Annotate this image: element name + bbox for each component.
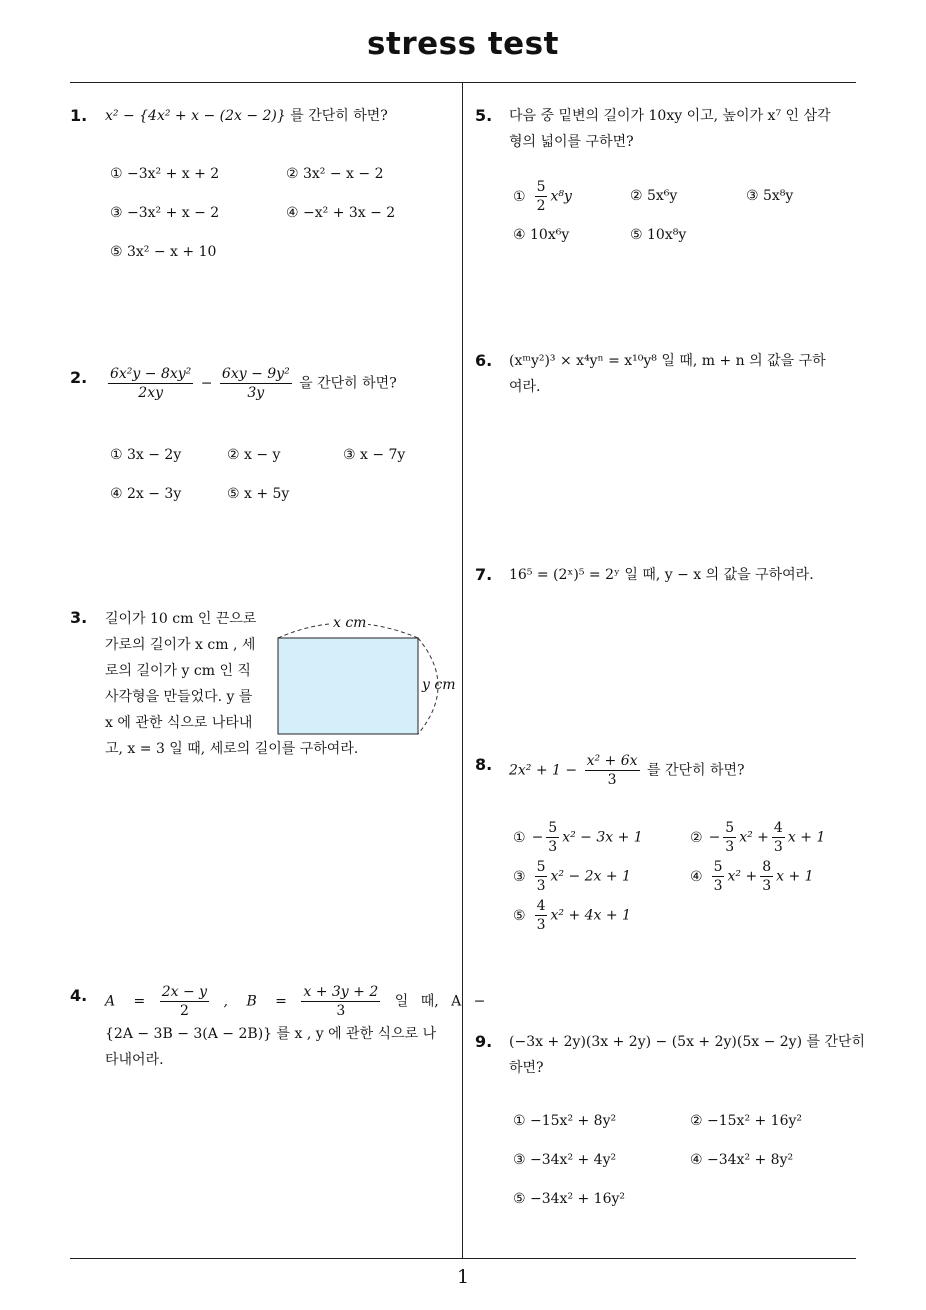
top-rule — [70, 82, 856, 83]
choice-2[interactable]: ② x − y — [227, 447, 281, 463]
question-line: 로의 길이가 y cm 인 직 — [105, 663, 251, 679]
fraction: $\frac{5}{3}$ — [725, 820, 735, 855]
question-stem-line-2: 형의 넓이를 구하면? — [509, 134, 634, 150]
choice-5[interactable]: ⑤ 3x² − x + 10 — [110, 244, 217, 260]
choice-5[interactable]: ⑤ $\frac{4}{3}$ x² + 4x + 1 — [513, 898, 631, 933]
height-label: y cm — [422, 677, 456, 693]
choice-5[interactable]: ⑤ −34x² + 16y² — [513, 1191, 626, 1207]
choice-1[interactable]: ① −3x² + x + 2 — [110, 166, 220, 182]
question-stem: 2x² + 1 − $\frac{\text{x² + 6x}}{3}$ 를 간단히 하면? — [509, 753, 745, 788]
choice-3[interactable]: ③ 5x⁸y — [746, 188, 794, 204]
question-stem: $\frac{\text{6x²y − 8xy²}}{2xy}$ − $\frac{\text{6xy − 9y²}}{3y}$ 을 간단히 하면? — [110, 366, 397, 401]
choice-1[interactable]: ① $\frac{5}{2}$ x⁸y — [513, 179, 572, 214]
choice-2[interactable]: ② 3x² − x − 2 — [286, 166, 384, 182]
question-stem-line-3: 타내어라. — [105, 1052, 164, 1068]
question-number: 6. — [475, 351, 493, 370]
question-number: 2. — [70, 368, 88, 387]
fraction: $\frac{\text{6x²y − 8xy²}}{2xy}$ — [110, 366, 192, 401]
question-number: 9. — [475, 1032, 493, 1051]
question-line: x 에 관한 식으로 나타내 — [105, 715, 253, 731]
question-stem-line-2: {2A − 3B − 3(A − 2B)} 를 x , y 에 관한 식으로 나 — [105, 1026, 437, 1042]
choice-1[interactable]: ① 3x − 2y — [110, 447, 182, 463]
question-line: 가로의 길이가 x cm , 세 — [105, 637, 256, 653]
question-stem-line-1: (xᵐy²)³ × x⁴yⁿ = x¹⁰y⁸ 일 때, m + n 의 값을 구하 — [509, 353, 826, 369]
choice-5[interactable]: ⑤ x + 5y — [227, 486, 290, 502]
fraction: $\frac{5}{3}$ — [713, 859, 723, 894]
fraction: $\frac{x + 3y + 2}{3}$ — [303, 984, 379, 1019]
fraction: $\frac{5}{2}$ — [536, 179, 546, 214]
fraction: $\frac{8}{3}$ — [762, 859, 772, 894]
question-number: 7. — [475, 565, 493, 584]
choice-5[interactable]: ⑤ 10x⁸y — [630, 227, 687, 243]
stem-text: 를 간단히 하면? — [290, 108, 388, 124]
question-stem: 16⁵ = (2ˣ)⁵ = 2ʸ 일 때, y − x 의 값을 구하여라. — [509, 567, 814, 583]
question-number: 3. — [70, 608, 88, 627]
stem-math: x² − {4x² + x − (2x − 2)} — [105, 108, 286, 124]
question-number: 4. — [70, 986, 88, 1005]
question-line: 고, x = 3 일 때, 세로의 길이를 구하여라. — [105, 741, 359, 757]
fraction: $\frac{\text{x² + 6x}}{3}$ — [586, 753, 638, 788]
fraction: $\frac{5}{3}$ — [536, 859, 546, 894]
fraction: $\frac{4}{3}$ — [536, 898, 546, 933]
column-divider — [462, 82, 463, 1258]
page-number: 1 — [456, 1266, 470, 1288]
rectangle-shape — [278, 638, 418, 734]
choice-4[interactable]: ④ −34x² + 8y² — [690, 1152, 794, 1168]
question-number: 8. — [475, 755, 493, 774]
choice-2[interactable]: ② 5x⁶y — [630, 188, 678, 204]
choice-4[interactable]: ④ 10x⁶y — [513, 227, 570, 243]
choice-1[interactable]: ① −15x² + 8y² — [513, 1113, 617, 1129]
choice-4[interactable]: ④ 2x − 3y — [110, 486, 182, 502]
fraction: $\frac{5}{3}$ — [548, 820, 558, 855]
fraction: $\frac{\text{6xy − 9y²}}{3y}$ — [221, 366, 290, 401]
page-title: stress test — [367, 26, 559, 62]
question-stem-line-1: 다음 중 밑변의 길이가 10xy 이고, 높이가 x⁷ 인 삼각 — [509, 108, 831, 124]
question-line: 길이가 10 cm 인 끈으로 — [105, 611, 257, 627]
question-stem-line-2: 하면? — [509, 1060, 544, 1076]
question-stem-line-1: A = $\frac{2x - y}{2}$ , B = $\frac{x + 3y + 2}{3}$ 일 때, A − — [105, 984, 486, 1019]
choice-1[interactable]: ① − $\frac{5}{3}$ x² − 3x + 1 — [513, 820, 643, 855]
width-label: x cm — [333, 615, 367, 631]
choice-2[interactable]: ② −15x² + 16y² — [690, 1113, 803, 1129]
choice-3[interactable]: ③ x − 7y — [343, 447, 406, 463]
question-stem-line-1: (−3x + 2y)(3x + 2y) − (5x + 2y)(5x − 2y) 를 간단히 — [509, 1034, 866, 1050]
choice-3[interactable]: ③ −34x² + 4y² — [513, 1152, 617, 1168]
question-number: 1. — [70, 106, 88, 125]
choice-3[interactable]: ③ $\frac{5}{3}$ x² − 2x + 1 — [513, 859, 631, 894]
fraction: $\frac{4}{3}$ — [773, 820, 783, 855]
bottom-rule — [70, 1258, 856, 1259]
question-line: 사각형을 만들었다. y 를 — [105, 689, 253, 705]
choice-4[interactable]: ④ $\frac{5}{3}$ x² + $\frac{8}{3}$ x + 1 — [690, 859, 814, 894]
question-stem-line-2: 여라. — [509, 379, 541, 395]
question-number: 5. — [475, 106, 493, 125]
stem-text: 을 간단히 하면? — [299, 375, 397, 392]
fraction: $\frac{2x - y}{2}$ — [161, 984, 208, 1019]
choice-4[interactable]: ④ −x² + 3x − 2 — [286, 205, 396, 221]
choice-3[interactable]: ③ −3x² + x − 2 — [110, 205, 220, 221]
choice-2[interactable]: ② − $\frac{5}{3}$ x² + $\frac{4}{3}$ x + 1 — [690, 820, 826, 855]
question-stem — [105, 103, 388, 129]
